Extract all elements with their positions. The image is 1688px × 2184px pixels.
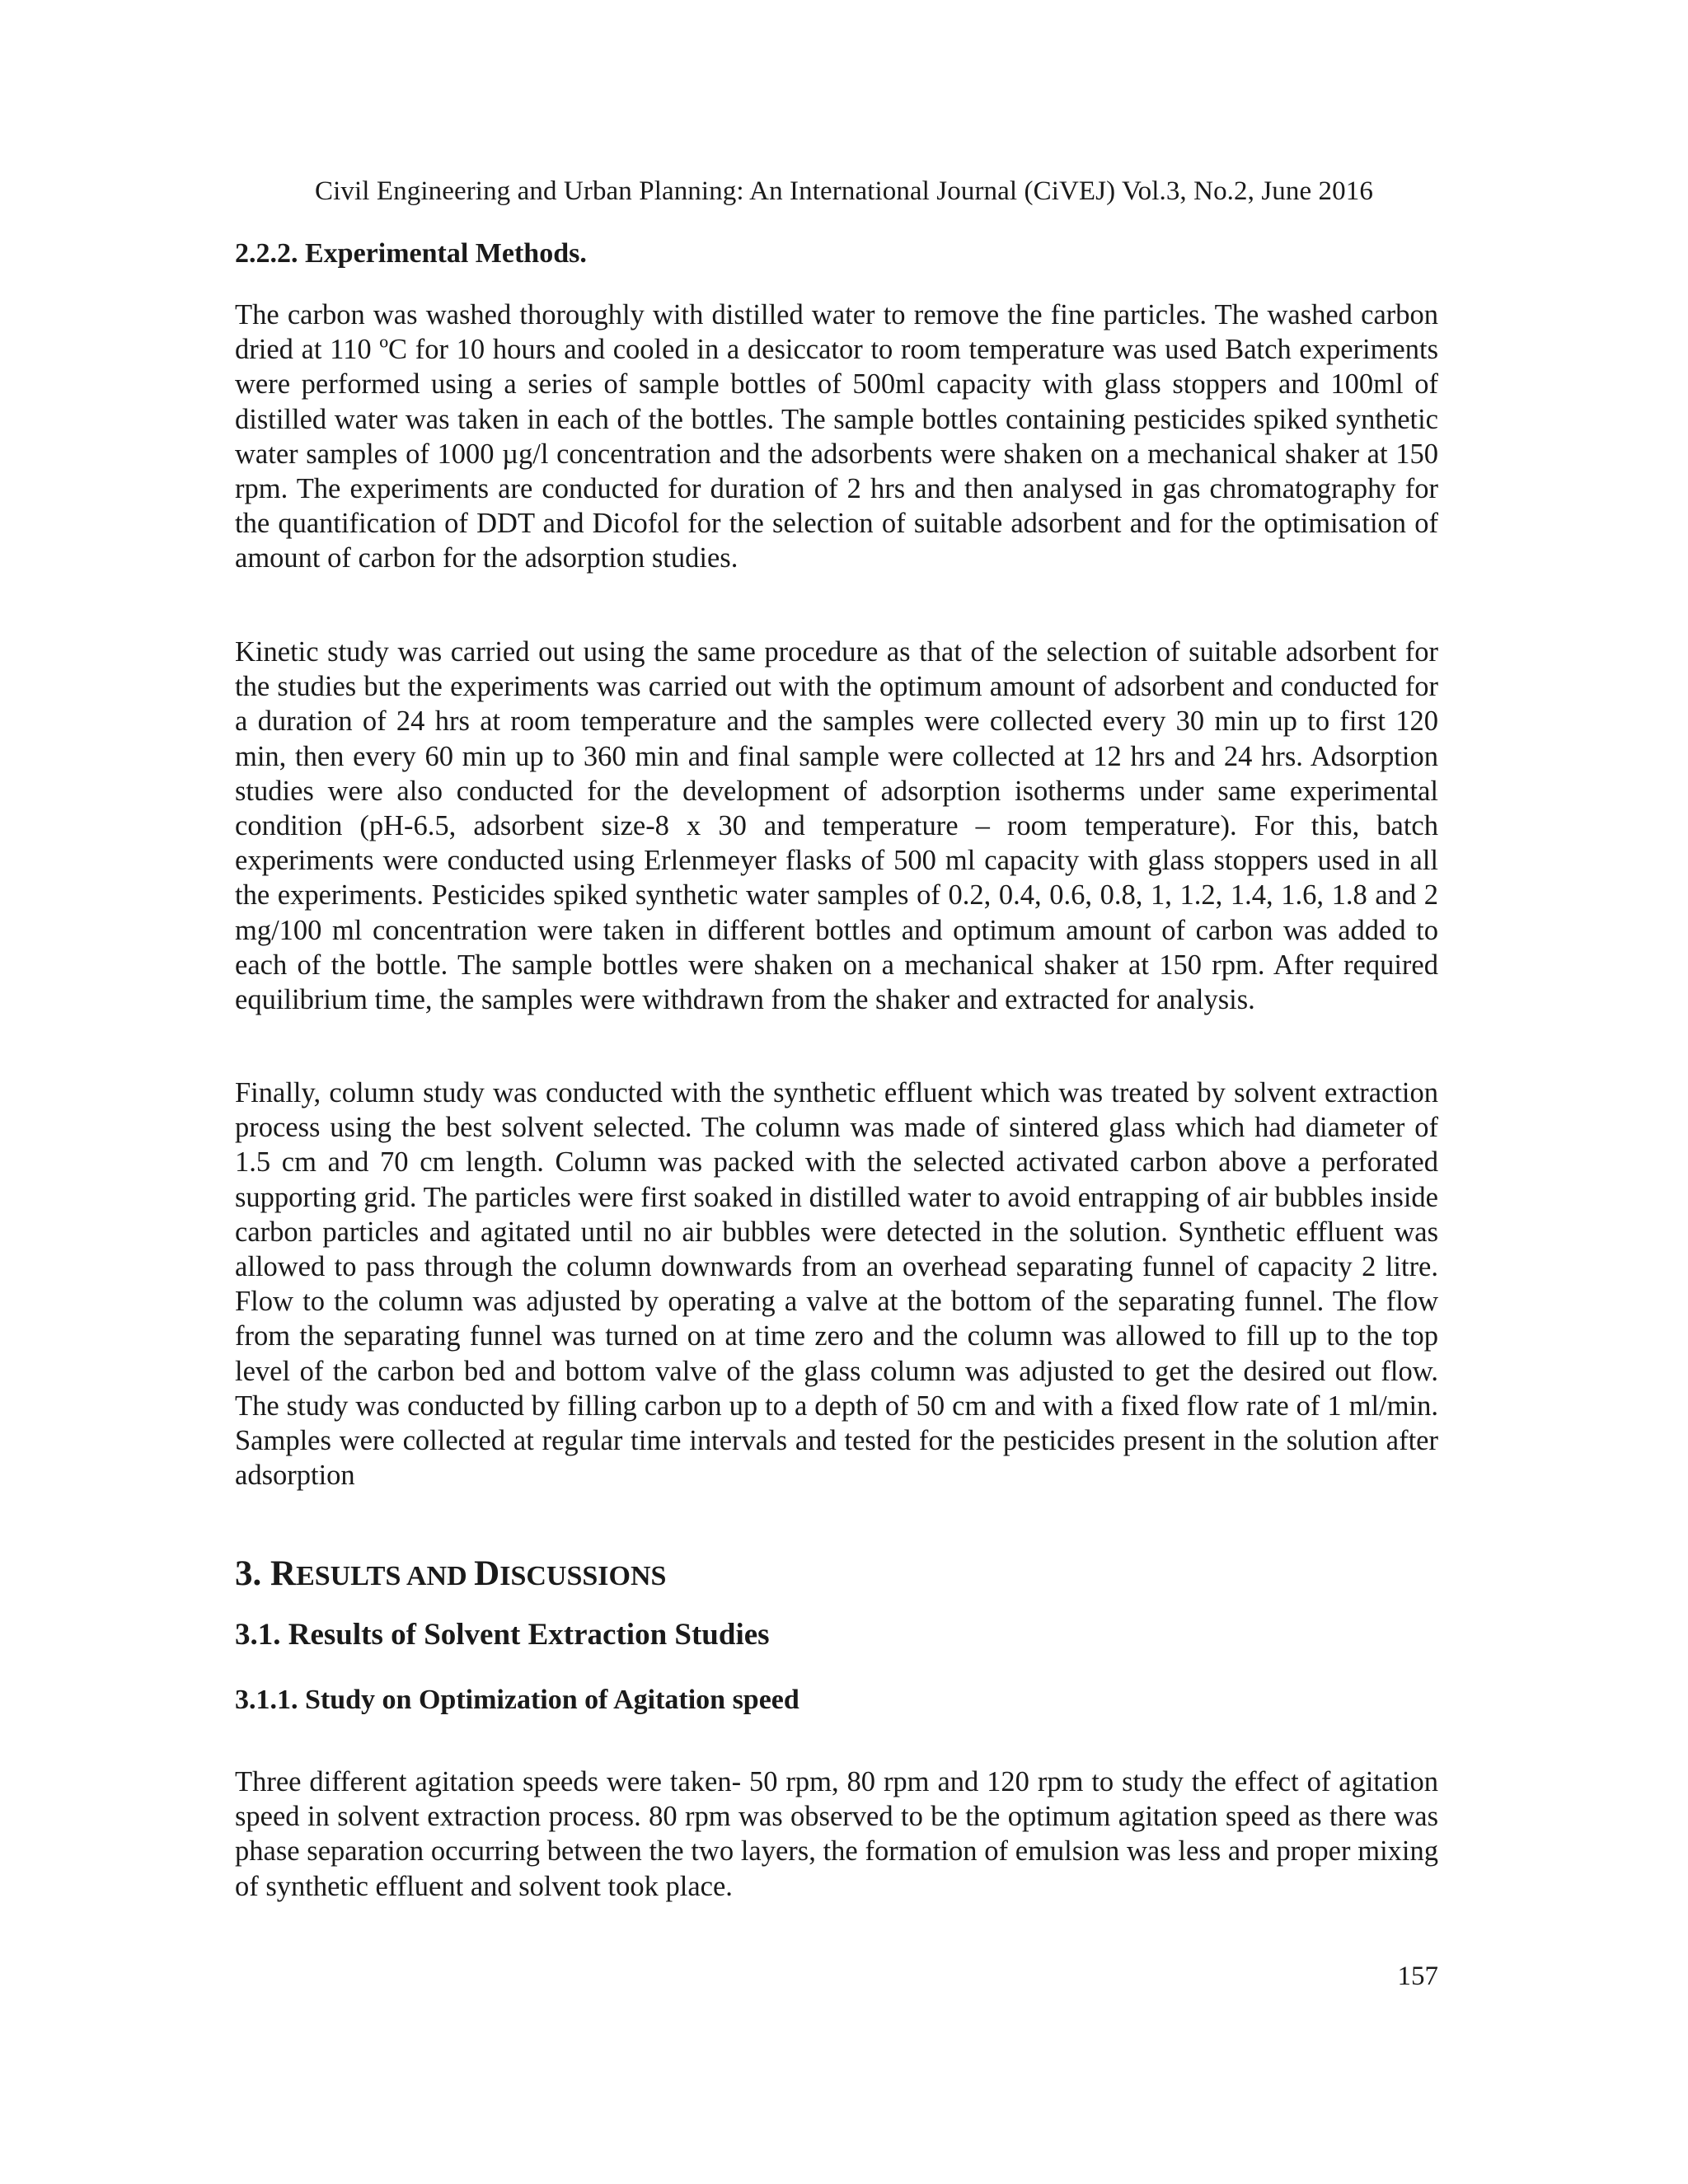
section-2-2-2-heading <box>235 237 1438 271</box>
heading-initial-d: D <box>474 1554 500 1593</box>
section-3-heading <box>235 1554 1438 1597</box>
running-header: Civil Engineering and Urban Planning: An International Journal (CiVEJ) Vol.3, No.2, June 2016 <box>315 176 1373 206</box>
paragraph-washing-batch <box>235 298 1438 576</box>
paragraph-text: Kinetic study was carried out using the same procedure as that of the selection of suitable adsorbent for the studies but the experiments was carried out with the optimum amount of adsorbent and conducted for a duration of 24 hrs at room temperature and the samples were collected every 30 min up to first 120 min, then every 60 min up to 360 min and final sample were collected at 12 hrs and 24 hrs. Adsorption studies were also conducted for the development of adsorption isotherms under same experimental condition (pH-6.5, adsorbent size-8 x 30 and temperature – room temperature). For this, batch experiments were conducted using Erlenmeyer flasks of 500 ml capacity with glass stoppers used in all the experiments. Pesticides spiked synthetic water samples of 0.2, 0.4, 0.6, 0.8, 1, 1.2, 1.4, 1.6, 1.8 and 2 mg/100 ml concentration were taken in different bottles and optimum amount of carbon was added to each of the bottle. The sample bottles were shaken on a mechanical shaker at 150 rpm. After required equilibrium time, the samples were withdrawn from the shaker and extracted for analysis. <box>235 636 1438 1016</box>
heading-smallcaps-and: AND <box>401 1561 475 1591</box>
section-3-1-heading <box>235 1617 1438 1653</box>
paragraph-text: Finally, column study was conducted with the synthetic effluent which was treated by solvent extraction process using the best solvent selected. The column was made of sintered glass which had diameter of 1.5 cm and 70 cm length. Column was packed with the selected activated carbon above a perforated supporting grid. The particles were first soaked in distilled water to avoid entrapping of air bubbles inside carbon particles and agitated until no air bubbles were detected in the solution. Synthetic effluent was allowed to pass through the column downwards from an overhead separating funnel of capacity 2 litre. Flow to the column was adjusted by operating a valve at the bottom of the separating funnel. The flow from the separating funnel was turned on at time zero and the column was allowed to fill up to the top level of the carbon bed and bottom valve of the glass column was adjusted to get the desired out flow. The study was conducted by filling carbon up to a depth of 50 cm and with a fixed flow rate of 1 ml/min. Samples were collected at regular time intervals and tested for the pesticides present in the solution after adsorption <box>235 1077 1438 1492</box>
page-number: 157 <box>1397 1961 1438 1991</box>
paragraph-text: The carbon was washed thoroughly with distilled water to remove the fine particles. The washed carbon dried at 110 ºC for 10 hours and cooled in a desiccator to room temperature was used Batch experiments were performed using a series of sample bottles of 500ml capacity with glass stoppers and 100ml of distilled water was taken in each of the bottles. The sample bottles containing pesticides spiked synthetic water samples of 1000 µg/l concentration and the adsorbents were shaken on a mechanical shaker at 150 rpm. The experiments are conducted for duration of 2 hrs and then analysed in gas chromatography for the quantification of DDT and Dicofol for the selection of suitable adsorbent and for the optimisation of amount of carbon for the adsorption studies. <box>235 299 1438 574</box>
heading-experimental-methods: 2.2.2. Experimental Methods. <box>235 238 587 269</box>
paragraph-kinetic-study <box>235 635 1438 1017</box>
paragraph-column-study <box>235 1076 1438 1493</box>
heading-results-solvent-extraction: 3.1. Results of Solvent Extraction Studies <box>235 1618 770 1652</box>
heading-number: 3. <box>235 1554 270 1593</box>
heading-initial-r: R <box>270 1554 297 1593</box>
heading-agitation-speed: 3.1.1. Study on Optimization of Agitation speed <box>235 1685 799 1715</box>
paragraph-text: Three different agitation speeds were taken- 50 rpm, 80 rpm and 120 rpm to study the effect of agitation speed in solvent extraction process. 80 rpm was observed to be the optimum agitation speed as there was phase separation occurring between the two layers, the formation of emulsion was less and proper mixing of synthetic effluent and solvent took place. <box>235 1766 1438 1902</box>
heading-smallcaps-iscussions: ISCUSSIONS <box>499 1561 667 1591</box>
heading-results-and-discussions <box>235 1554 1438 1597</box>
section-3-1-1-heading <box>235 1683 1438 1718</box>
paragraph-agitation-speed <box>235 1765 1438 1904</box>
heading-smallcaps-esults: ESULTS <box>296 1561 401 1591</box>
